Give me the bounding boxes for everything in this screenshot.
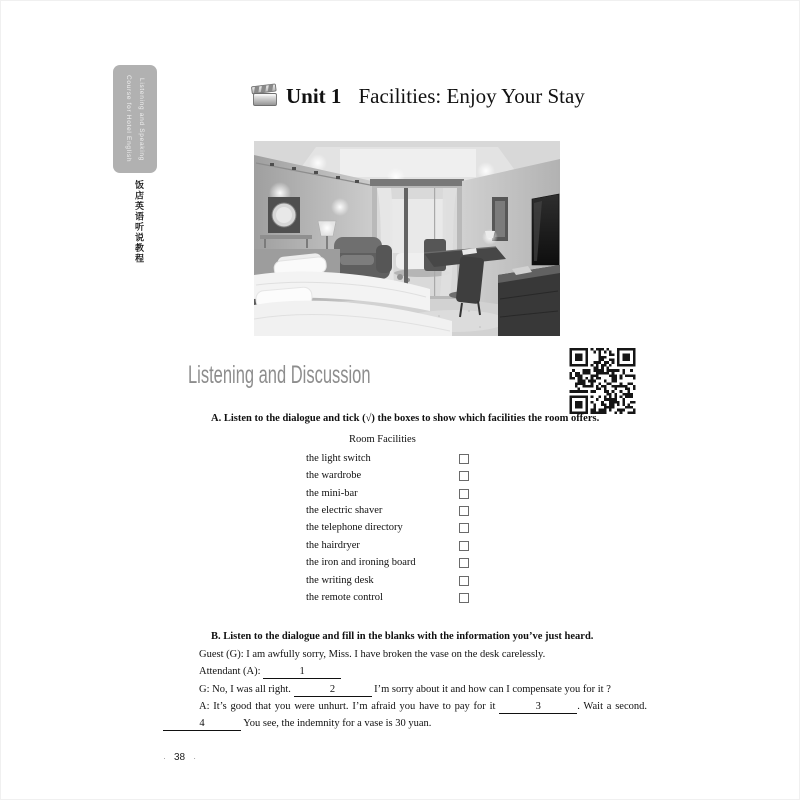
section-a-instruction: A. Listen to the dialogue and tick (√) the boxes to show which facilities the room offers. [211,413,600,424]
clapperboard-icon [251,83,279,109]
dialogue [163,646,647,733]
facility-checkbox[interactable] [459,558,469,568]
dialogue-line [163,681,647,698]
facility-row [306,502,476,519]
facility-checkbox[interactable] [459,471,469,481]
page-number-value: 38 [174,752,186,763]
facility-checkbox[interactable] [459,454,469,464]
page-number [163,752,196,763]
fill-blank[interactable]: 1 [263,666,341,679]
series-tab-text [122,75,148,162]
facility-checkbox[interactable] [459,593,469,603]
facilities-list-title: Room Facilities [349,434,416,446]
facility-row [306,450,476,467]
facility-label: the light switch [306,452,371,464]
dialogue-text: Attendant (A): [199,666,264,678]
series-tab-line1: Listening and Speaking [138,77,145,161]
facility-checkbox[interactable] [459,523,469,533]
facility-label: the wardrobe [306,470,362,482]
dialogue-text: I’m sorry about it and how can I compensate you for it ? [371,683,611,695]
facility-checkbox[interactable] [459,576,469,586]
unit-label: Unit 1 [286,83,342,108]
facility-checkbox[interactable] [459,506,469,516]
facility-label: the writing desk [306,574,374,586]
page-number-dot-left: · [163,752,166,763]
dialogue-line [163,646,647,663]
facility-label: the electric shaver [306,504,383,516]
series-tab [113,65,157,173]
exercise-content [163,410,647,733]
qr-code [568,348,637,414]
dialogue-text: . Wait a second. [577,700,647,712]
facility-label: the iron and ironing board [306,557,416,569]
facility-row [306,572,476,589]
dialogue-text: Guest (G): I am awfully sorry, Miss. I have broken the vase on the desk carelessly. [199,648,546,660]
fill-blank[interactable]: 4 [163,718,241,731]
facility-row [306,519,476,536]
series-tab-line2: Course for Hotel English [125,75,132,163]
facility-row [306,589,476,606]
facility-label: the remote control [306,591,383,603]
facility-row [306,467,476,484]
page-number-dot-right: · [193,752,197,763]
facility-label: the hairdryer [306,539,360,551]
dialogue-text: G: No, I was all right. [199,683,294,695]
facility-row [306,485,476,502]
dialogue-text: A: It’s good that you were unhurt. I’m afraid you have to pay for it [199,700,500,712]
section-heading: Listening and Discussion [188,361,371,389]
facility-checkbox[interactable] [459,489,469,499]
facility-row [306,554,476,571]
section-b-instruction: B. Listen to the dialogue and fill in the blanks with the information you’ve just heard. [211,631,594,643]
unit-header [251,83,585,109]
fill-blank[interactable]: 3 [499,701,577,714]
unit-title: Facilities: Enjoy Your Stay [358,83,585,108]
chinese-series-title: 饭店英语听说教程 [134,180,144,264]
facility-row [306,537,476,554]
facility-checkbox[interactable] [459,541,469,551]
facility-label: the mini-bar [306,487,358,499]
dialogue-line [163,663,647,680]
fill-blank[interactable]: 2 [294,684,372,697]
facility-label: the telephone directory [306,522,403,534]
dialogue-text: You see, the indemnity for a vase is 30 yuan. [241,718,432,730]
dialogue-line [163,698,647,733]
hotel-room-photo [254,141,560,336]
facilities-list [306,450,476,607]
